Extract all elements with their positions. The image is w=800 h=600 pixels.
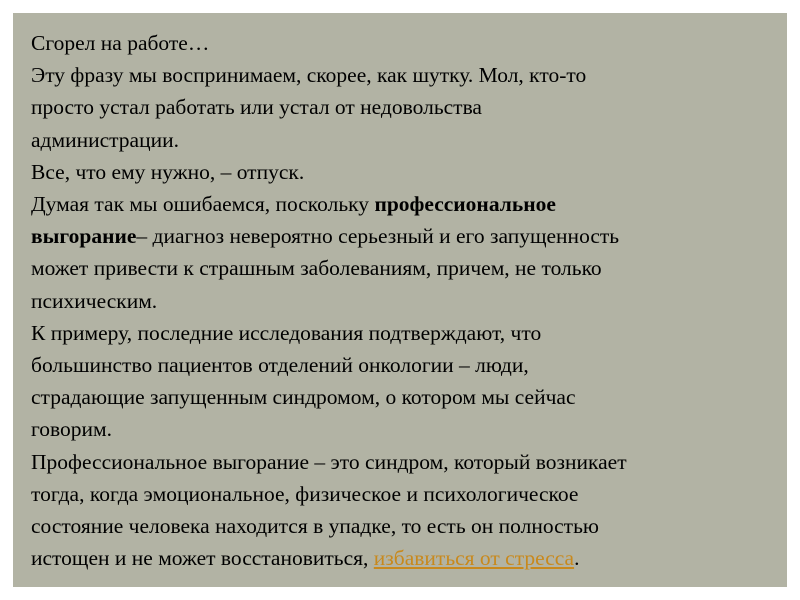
paragraph-1-line-2: просто устал работать или устал от недовольства — [31, 95, 482, 120]
paragraph-3-line-3: может привести к страшным заболеваниям, причем, не только — [31, 256, 602, 281]
paragraph-5-line-2: тогда, когда эмоциональное, физическое и психологическое — [31, 481, 579, 506]
paragraph-4-line-1: К примеру, последние исследования подтверждают, что — [31, 320, 542, 345]
paragraph-4-line-2: большинство пациентов отделений онкологии – люди, — [31, 353, 529, 378]
paragraph-2-line-1: Все, что ему нужно, – отпуск. — [31, 159, 305, 184]
term-bold-part-2: выгорание — [31, 224, 137, 249]
term-bold-part-1: профессиональное — [374, 192, 556, 217]
paragraph-5-line-4-text: истощен и не может восстановиться, — [31, 546, 374, 571]
paragraph-3-line-2-text: – диагноз невероятно серьезный и его запущенность — [136, 224, 620, 249]
paragraph-1-line-1: Эту фразу мы воспринимаем, скорее, как шутку. Мол, кто-то — [31, 63, 587, 88]
slide-panel — [13, 13, 787, 587]
paragraph-4-line-3: страдающие запущенным синдромом, о котором мы сейчас — [31, 385, 576, 410]
paragraph-1-line-3: администрации. — [31, 127, 179, 152]
stress-relief-link[interactable]: избавиться от стресса — [373, 546, 575, 571]
paragraph-3-line-1 — [31, 188, 783, 220]
paragraph-5-line-3: состояние человека находится в упадке, то есть он полностью — [31, 514, 599, 539]
paragraph-3-line-1-text: Думая так мы ошибаемся, поскольку — [31, 192, 375, 217]
paragraph-5-line-4 — [31, 542, 783, 574]
paragraph-5-end-period: . — [574, 546, 580, 571]
paragraph-5-line-1: Профессиональное выгорание – это синдром, который возникает — [31, 449, 627, 474]
slide-text — [31, 27, 783, 574]
paragraph-3-line-4: психическим. — [31, 288, 158, 313]
paragraph-4-line-4: говорим. — [31, 417, 113, 442]
paragraph-3-line-2 — [31, 220, 783, 252]
title-line: Сгорел на работе… — [31, 31, 210, 55]
